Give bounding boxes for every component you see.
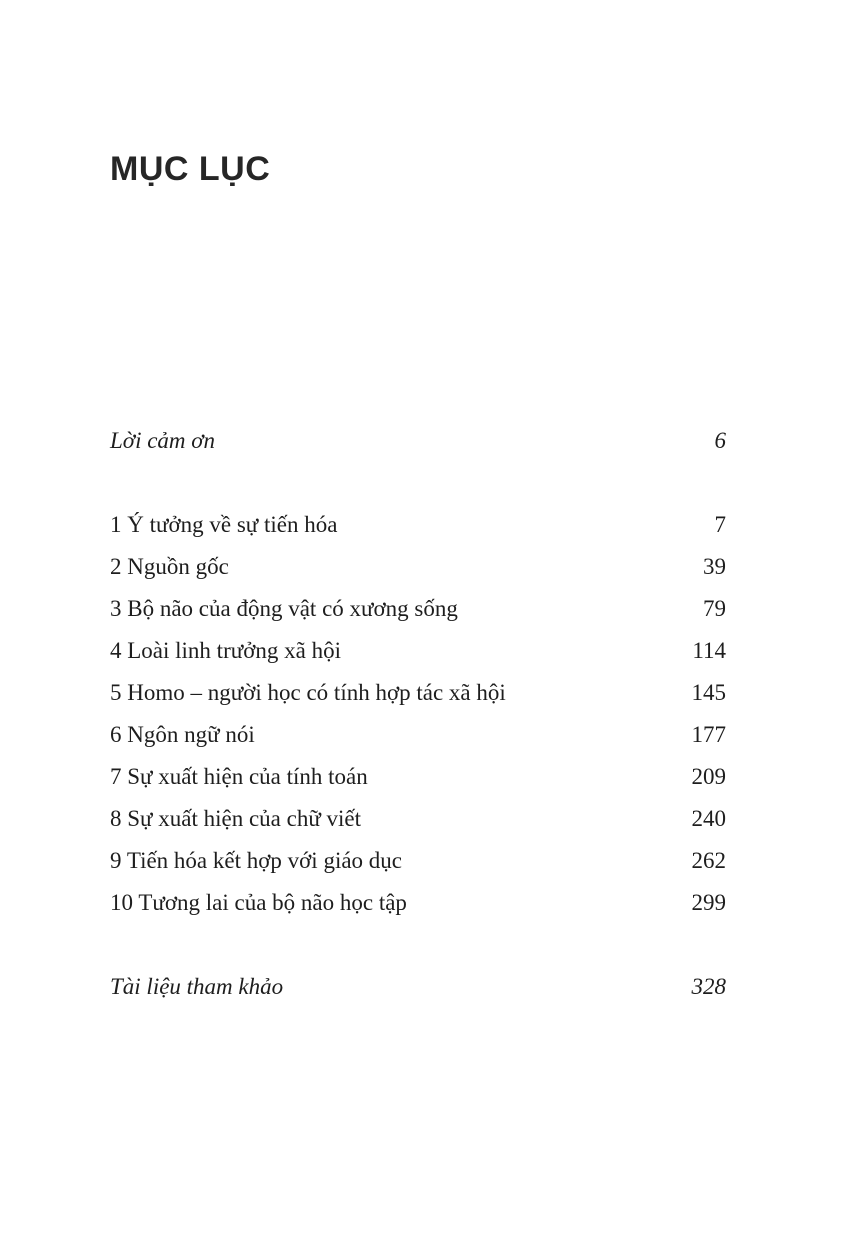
toc-entry-label: 3 Bộ não của động vật có xương sống xyxy=(110,596,458,621)
toc-entry-chapter-5 xyxy=(110,672,726,714)
toc-entry-page-number: 209 xyxy=(691,764,726,789)
toc-entry-label: Lời cảm ơn xyxy=(110,428,216,453)
toc-entry-label: 8 Sự xuất hiện của chữ viết xyxy=(110,806,362,831)
toc-entry-page-number: 7 xyxy=(714,512,726,537)
toc-entry-page-number: 145 xyxy=(691,680,726,705)
toc-entry-page-number: 177 xyxy=(691,722,726,747)
toc-entry-label: 1 Ý tưởng về sự tiến hóa xyxy=(110,512,338,537)
page-title: MỤC LỤC xyxy=(110,150,271,188)
toc-entry-back-matter xyxy=(110,966,726,1008)
toc-entry-chapter-1 xyxy=(110,504,726,546)
toc-entry-page-number: 240 xyxy=(691,806,726,831)
toc-entry-chapter-9 xyxy=(110,840,726,882)
toc-entry-page-number: 262 xyxy=(691,848,726,873)
toc-entry-page-number: 6 xyxy=(714,428,726,453)
toc-entry-page-number: 39 xyxy=(703,554,726,579)
toc-entry-label: 7 Sự xuất hiện của tính toán xyxy=(110,764,368,789)
toc-entry-page-number: 114 xyxy=(692,638,726,663)
toc-entry-chapter-6 xyxy=(110,714,726,756)
toc-entry-chapter-7 xyxy=(110,756,726,798)
toc-entry-label: 2 Nguồn gốc xyxy=(110,554,229,579)
toc-entry-label: 6 Ngôn ngữ nói xyxy=(110,722,255,747)
toc-entry-chapter-2 xyxy=(110,546,726,588)
toc-entry-chapter-4 xyxy=(110,630,726,672)
toc-entry-front-matter xyxy=(110,420,726,462)
toc-section-gap xyxy=(110,462,726,504)
toc-section-gap xyxy=(110,924,726,966)
toc-entry-chapter-3 xyxy=(110,588,726,630)
toc-entry-label: 9 Tiến hóa kết hợp với giáo dục xyxy=(110,848,403,873)
toc-entry-label: 4 Loài linh trưởng xã hội xyxy=(110,638,341,663)
toc-entry-label: 5 Homo – người học có tính hợp tác xã hội xyxy=(110,680,506,705)
toc-entry-page-number: 328 xyxy=(691,974,726,999)
toc-entry-label: 10 Tương lai của bộ não học tập xyxy=(110,890,407,915)
table-of-contents xyxy=(110,420,726,1008)
toc-entry-page-number: 299 xyxy=(691,890,726,915)
toc-entry-page-number: 79 xyxy=(703,596,726,621)
toc-entry-chapter-8 xyxy=(110,798,726,840)
toc-entry-chapter-10 xyxy=(110,882,726,924)
toc-entry-label: Tài liệu tham khảo xyxy=(110,974,284,999)
